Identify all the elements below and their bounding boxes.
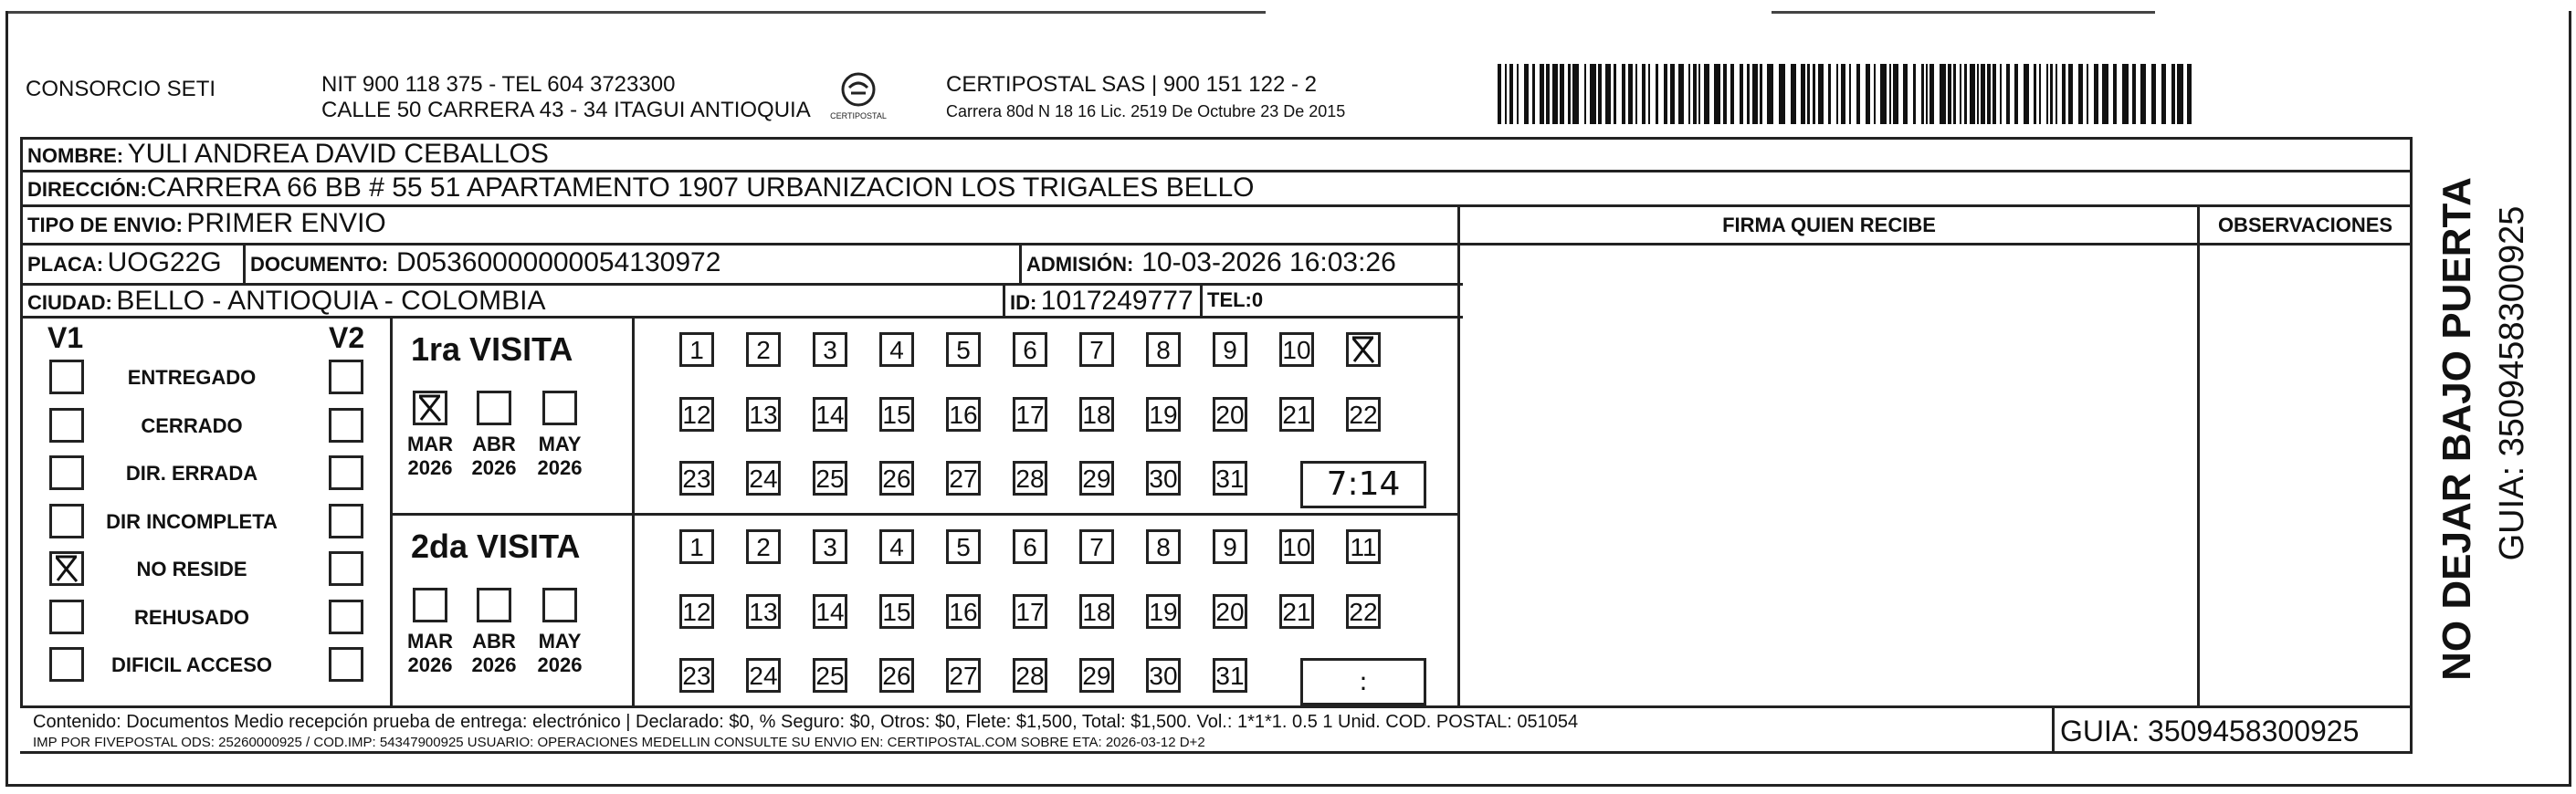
rule xyxy=(243,243,246,283)
frame-bottom xyxy=(5,784,2571,787)
certipostal-line1: CERTIPOSTAL SAS | 900 151 122 - 2 xyxy=(946,72,1317,97)
status-option-label: DIR INCOMPLETA xyxy=(106,509,278,533)
direccion-value: CARRERA 66 BB # 55 51 APARTAMENTO 1907 URBANIZACION LOS TRIGALES BELLO xyxy=(146,172,1255,203)
second-visit-day-17[interactable]: 17 xyxy=(1013,594,1047,629)
first-visit-day-11[interactable] xyxy=(1346,332,1381,367)
v2-checkbox-dir-errada[interactable] xyxy=(329,455,363,490)
certipostal-line2: Carrera 80d N 18 16 Lic. 2519 De Octubre 23 De 2015 xyxy=(946,102,1346,120)
second-visit-title: 2da VISITA xyxy=(411,528,581,565)
first-visit-day-1[interactable]: 1 xyxy=(679,332,714,367)
id-field: ID: 1017249777 xyxy=(1010,286,1193,316)
rule xyxy=(1200,283,1203,316)
v2-checkbox-dificil-acceso[interactable] xyxy=(329,647,363,682)
second-visit-day-6[interactable]: 6 xyxy=(1013,529,1047,564)
first-visit-day-18[interactable]: 18 xyxy=(1079,397,1114,432)
second-visit-day-5[interactable]: 5 xyxy=(946,529,981,564)
v2-label: V2 xyxy=(329,321,365,354)
second-visit-day-9[interactable]: 9 xyxy=(1213,529,1247,564)
second-visit-day-8[interactable]: 8 xyxy=(1146,529,1181,564)
second-visit-day-7[interactable]: 7 xyxy=(1079,529,1114,564)
status-option-label: ENTREGADO xyxy=(127,366,257,389)
status-option-label: REHUSADO xyxy=(134,605,249,629)
first-visit-day-8[interactable]: 8 xyxy=(1146,332,1181,367)
first-visit-day-26[interactable]: 26 xyxy=(879,461,914,496)
direccion-row: DIRECCIÓN:CARRERA 66 BB # 55 51 APARTAMENTO 1907 URBANIZACION LOS TRIGALES BELLO xyxy=(27,172,1255,203)
logo-caption: CERTIPOSTAL xyxy=(830,111,887,120)
imp-line: IMP POR FIVEPOSTAL ODS: 25260000925 / COD.IMP: 54347900925 USUARIO: OPERACIONES MEDELLIN CONSULTE SU ENVIO EN: CERTIPOSTAL.COM SOBRE ETA: 2026-03-12 D+2 xyxy=(33,735,1205,750)
second-visit-day-22[interactable]: 22 xyxy=(1346,594,1381,629)
placa-field: PLACA: UOG22G xyxy=(27,247,222,277)
first-visit-title: 1ra VISITA xyxy=(411,330,573,368)
second-visit-day-21[interactable]: 21 xyxy=(1279,594,1314,629)
second-visit-day-20[interactable]: 20 xyxy=(1213,594,1247,629)
first-visit-day-31[interactable]: 31 xyxy=(1213,461,1247,496)
documento-field: DOCUMENTO: D05360000000054130972 xyxy=(250,247,721,277)
rule xyxy=(20,204,2413,207)
first-visit-day-19[interactable]: 19 xyxy=(1146,397,1181,432)
v2-checkbox-dir-incompleta[interactable] xyxy=(329,504,363,538)
nombre-value: YULI ANDREA DAVID CEBALLOS xyxy=(127,139,549,169)
first-visit-month-abr[interactable] xyxy=(477,391,511,425)
v1-label: V1 xyxy=(47,321,84,354)
second-visit-day-26[interactable]: 26 xyxy=(879,658,914,693)
rule xyxy=(390,316,393,708)
first-visit-month-may[interactable] xyxy=(542,391,577,425)
first-visit-month-label: MAY 2026 xyxy=(537,433,583,480)
nit-line: NIT 900 118 375 - TEL 604 3723300 xyxy=(321,72,676,97)
footer-guia: GUIA: 3509458300925 xyxy=(2060,715,2360,747)
second-visit-month-label: MAY 2026 xyxy=(537,630,583,677)
first-visit-day-17[interactable]: 17 xyxy=(1013,397,1047,432)
first-visit-day-25[interactable]: 25 xyxy=(813,461,847,496)
second-visit-month-mar[interactable] xyxy=(413,588,447,622)
first-visit-day-16[interactable]: 16 xyxy=(946,397,981,432)
first-visit-day-5[interactable]: 5 xyxy=(946,332,981,367)
first-visit-month-mar[interactable] xyxy=(413,391,447,425)
first-visit-day-21[interactable]: 21 xyxy=(1279,397,1314,432)
rule xyxy=(1457,204,1460,708)
second-visit-day-27[interactable]: 27 xyxy=(946,658,981,693)
first-visit-day-14[interactable]: 14 xyxy=(813,397,847,432)
second-visit-day-28[interactable]: 28 xyxy=(1013,658,1047,693)
id-value: 1017249777 xyxy=(1040,286,1193,316)
first-visit-day-20[interactable]: 20 xyxy=(1213,397,1247,432)
first-visit-month-label: MAR 2026 xyxy=(406,433,454,480)
second-visit-month-may[interactable] xyxy=(542,588,577,622)
first-visit-day-9[interactable]: 9 xyxy=(1213,332,1247,367)
nombre-row: NOMBRE: YULI ANDREA DAVID CEBALLOS xyxy=(27,139,549,169)
first-visit-day-27[interactable]: 27 xyxy=(946,461,981,496)
frame-right xyxy=(2569,11,2571,787)
second-visit-day-2[interactable]: 2 xyxy=(746,529,781,564)
tipo-envio-row: TIPO DE ENVIO: PRIMER ENVIO xyxy=(27,208,386,238)
second-visit-time-box[interactable]: : xyxy=(1300,658,1426,705)
first-visit-day-10[interactable]: 10 xyxy=(1279,332,1314,367)
rule xyxy=(2410,137,2413,754)
tel-field: TEL:0 xyxy=(1207,288,1264,311)
rule xyxy=(1003,283,1005,316)
second-visit-month-label: ABR 2026 xyxy=(471,630,517,677)
second-visit-day-15[interactable]: 15 xyxy=(879,594,914,629)
company-name: CONSORCIO SETI xyxy=(26,77,216,101)
v2-checkbox-rehusado[interactable] xyxy=(329,600,363,634)
placa-value: UOG22G xyxy=(107,247,222,277)
first-visit-day-3[interactable]: 3 xyxy=(813,332,847,367)
tel-value: 0 xyxy=(1251,288,1264,311)
status-option-label: NO RESIDE xyxy=(136,558,247,580)
second-visit-day-4[interactable]: 4 xyxy=(879,529,914,564)
admision-field: ADMISIÓN: 10-03-2026 16:03:26 xyxy=(1026,247,1396,277)
first-visit-day-23[interactable]: 23 xyxy=(679,461,714,496)
rule xyxy=(2197,204,2200,708)
second-visit-day-29[interactable]: 29 xyxy=(1079,658,1114,693)
second-visit-day-24[interactable]: 24 xyxy=(746,658,781,693)
first-visit-day-15[interactable]: 15 xyxy=(879,397,914,432)
documento-value: D05360000000054130972 xyxy=(396,247,721,277)
second-visit-day-18[interactable]: 18 xyxy=(1079,594,1114,629)
second-visit-day-12[interactable]: 12 xyxy=(679,594,714,629)
contenido-line: Contenido: Documentos Medio recepción prueba de entrega: electrónico | Declarado: $0, % Seguro: $0, Otros: $0, Flete: $1,500, Total: $1,500. Vol.: 1*1*1. 0.5 1 Unid. COD. POSTAL: 051054 xyxy=(33,712,1579,732)
v2-checkbox-no-reside[interactable] xyxy=(329,551,363,586)
status-option-label: CERRADO xyxy=(141,413,243,437)
v2-checkbox-cerrado[interactable] xyxy=(329,408,363,443)
first-visit-month-label: ABR 2026 xyxy=(471,433,517,480)
firma-header: FIRMA QUIEN RECIBE xyxy=(1722,214,1936,236)
first-visit-time-box[interactable]: 7:14 xyxy=(1300,461,1426,508)
second-visit-day-13[interactable]: 13 xyxy=(746,594,781,629)
first-visit-day-7[interactable]: 7 xyxy=(1079,332,1114,367)
first-visit-day-4[interactable]: 4 xyxy=(879,332,914,367)
first-visit-day-22[interactable]: 22 xyxy=(1346,397,1381,432)
second-visit-day-16[interactable]: 16 xyxy=(946,594,981,629)
certipostal-logo xyxy=(829,71,888,126)
ciudad-field: CIUDAD: BELLO - ANTIOQUIA - COLOMBIA xyxy=(27,286,546,316)
second-visit-day-10[interactable]: 10 xyxy=(1279,529,1314,564)
first-visit-day-29[interactable]: 29 xyxy=(1079,461,1114,496)
second-visit-month-label: MAR 2026 xyxy=(406,630,454,677)
barcode xyxy=(1498,64,2201,128)
first-visit-day-30[interactable]: 30 xyxy=(1146,461,1181,496)
first-visit-day-6[interactable]: 6 xyxy=(1013,332,1047,367)
rule xyxy=(20,316,1463,319)
rule xyxy=(2052,705,2055,754)
admision-value: 10-03-2026 16:03:26 xyxy=(1141,247,1396,277)
no-dejar-bajo-puerta: NO DEJAR BAJO PUERTA xyxy=(2434,177,2479,681)
second-visit-day-1[interactable]: 1 xyxy=(679,529,714,564)
rule xyxy=(390,513,1460,516)
ciudad-value: BELLO - ANTIOQUIA - COLOMBIA xyxy=(116,286,546,316)
observaciones-header: OBSERVACIONES xyxy=(2217,214,2393,236)
first-visit-day-28[interactable]: 28 xyxy=(1013,461,1047,496)
address-line: CALLE 50 CARRERA 43 - 34 ITAGUI ANTIOQUIA xyxy=(321,98,811,122)
v2-checkbox-entregado[interactable] xyxy=(329,360,363,394)
second-visit-month-abr[interactable] xyxy=(477,588,511,622)
first-visit-day-2[interactable]: 2 xyxy=(746,332,781,367)
side-guia: GUIA: 3509458300925 xyxy=(2493,205,2531,561)
second-visit-day-3[interactable]: 3 xyxy=(813,529,847,564)
second-visit-day-31[interactable]: 31 xyxy=(1213,658,1247,693)
rule xyxy=(20,243,2413,246)
rule xyxy=(1019,243,1022,283)
second-visit-day-14[interactable]: 14 xyxy=(813,594,847,629)
rule xyxy=(20,137,23,708)
status-option-label: DIR. ERRADA xyxy=(125,462,258,485)
frame-left xyxy=(5,11,8,787)
second-visit-day-23[interactable]: 23 xyxy=(679,658,714,693)
first-visit-day-13[interactable]: 13 xyxy=(746,397,781,432)
first-visit-day-12[interactable]: 12 xyxy=(679,397,714,432)
top-edge-line-right xyxy=(1772,11,2155,14)
first-visit-day-24[interactable]: 24 xyxy=(746,461,781,496)
second-visit-day-11[interactable]: 11 xyxy=(1346,529,1381,564)
status-option-label: DIFICIL ACCESO xyxy=(110,653,272,676)
second-visit-day-30[interactable]: 30 xyxy=(1146,658,1181,693)
second-visit-day-25[interactable]: 25 xyxy=(813,658,847,693)
top-edge-line xyxy=(5,11,1266,14)
tipo-envio-value: PRIMER ENVIO xyxy=(186,208,386,238)
rule xyxy=(632,316,635,708)
second-visit-day-19[interactable]: 19 xyxy=(1146,594,1181,629)
